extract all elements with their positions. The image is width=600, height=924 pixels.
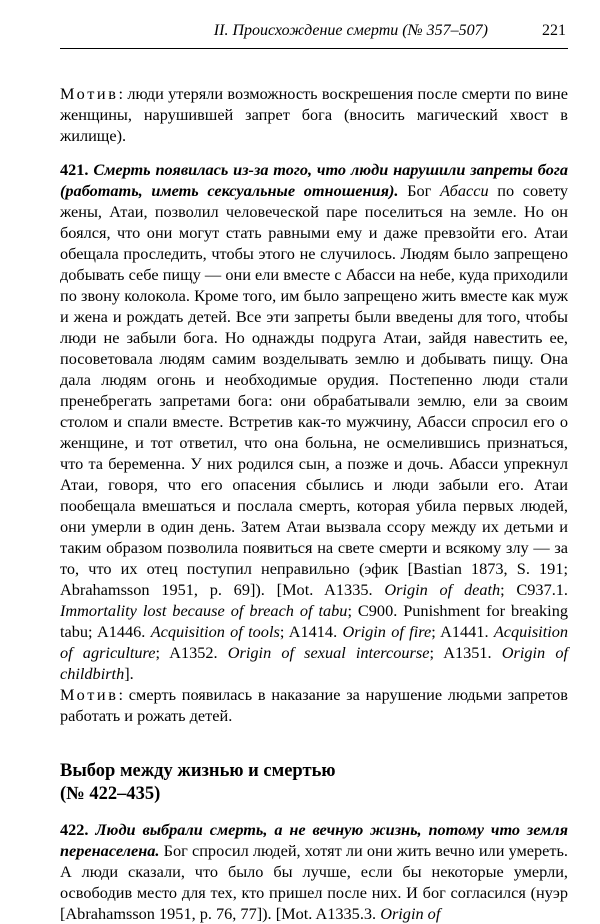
- motif-code: ; C900. Punishment for breaking tabu; A1446.: [60, 601, 568, 641]
- motif-label: Мотив: [60, 84, 119, 103]
- page-body: [60, 83, 568, 924]
- motif-name: Origin of fire: [342, 622, 432, 641]
- section-heading: [60, 760, 568, 806]
- motif-code: ; A1352.: [155, 643, 228, 662]
- book-page: [60, 14, 568, 924]
- motif-paragraph-1: [60, 83, 568, 146]
- motif-code: ; C937.1.: [500, 580, 568, 599]
- entry-title: Люди выбрали смерть, а не вечную жизнь, потому что земля перенаселена.: [60, 820, 569, 860]
- motif-name: Origin of: [380, 904, 441, 923]
- motif-name: Acquisition of agriculture: [60, 622, 569, 662]
- motif-name: Origin of childbirth: [60, 643, 568, 683]
- entry-421: [60, 159, 568, 684]
- entry-text: Бог: [407, 181, 432, 200]
- entry-text: по совету жены, Атаи, позволил человеческой паре поселиться на земле. Но он боялся, что они могут стать равными ему и даже превзойти его. Атаи обещала проследить, чтобы этого не случилось. Людям было запрещено добывать себе пищу — они ели вместе с Абасси на небе, куда приходили по звону колокола. Кроме того, им было запрещено жить вместе как муж и жена и рождать детей. Все эти запреты были введены для того, чтобы люди не забыли бога. Но однажды подруга Атаи, зайдя навестить ее, посоветовала людям самим возделывать землю и добывать пищу. Она дала людям огонь и необходимые орудия. Постепенно люди стали пренебрегать запретами бога: они обрабатывали землю, ели за своим столом и спали вместе. Встретив как-то мужчину, Абасси спросил его о женщине, и тот ответил, что она больна, не осмелившись признаться, что та беременна. У них родился сын, а позже и дочь. Абасси упрекнул Атаи, говоря, что его опасения сбылись и люди забыли его. Атаи пообещала вмешаться и послала смерть, которая убила первых людей, они умерли в один день. Затем Атаи вызвала ссору между их детьми и таким образом позволила появиться на свете смерти и всякому злу — за то, что их отец поступил неправильно (эфик [Bastian 1873, S. 191; Abrahamsson 1951, p. 69]). [Mot. A1335.: [60, 181, 568, 599]
- motif-name: Immortality lost because of breach of tabu: [60, 601, 348, 620]
- entry-text: Бог спросил людей, хотят ли они жить вечно или умереть. А люди сказали, что было бы лучше, если бы некоторые умерли, освободив место для тех, кто пришел после них. И бог согласился (нуэр [Abrahamsson 1951, p. 76, 77]). [Mot. A1335.3.: [60, 841, 568, 923]
- page-number: 221: [542, 22, 566, 39]
- motif-label: Мотив: [60, 685, 119, 704]
- deity-name: Абасси: [439, 181, 489, 200]
- section-heading-line-1: Выбор между жизнью и смертью: [60, 761, 336, 781]
- motif-name: Origin of sexual intercourse: [227, 643, 430, 662]
- running-head-title: II. Происхождение смерти (№ 357–507): [213, 22, 488, 39]
- motif-text: : люди утеряли возможность воскрешения после смерти по вине женщины, нарушившей запрет бога (вносить магический хвост в жилище).: [60, 84, 568, 145]
- motif-name: Acquisition of tools: [150, 622, 280, 641]
- motif-code: ; A1414.: [279, 622, 343, 641]
- motif-name: Origin of death: [384, 580, 501, 599]
- entry-422: [60, 819, 568, 924]
- entry-title: Смерть появилась из-за того, что люди нарушили запреты бога (работать, иметь сексуальные отношения).: [60, 160, 568, 200]
- section-heading-line-2: (№ 422–435): [60, 784, 161, 804]
- entry-number: 421.: [60, 160, 89, 179]
- citation-close: ].: [124, 664, 134, 683]
- motif-paragraph-2: [60, 684, 568, 726]
- motif-code: ; A1351.: [429, 643, 502, 662]
- entry-number: 422.: [60, 820, 89, 839]
- motif-text: : смерть появилась в наказание за нарушение людьми запретов работать и рожать детей.: [60, 685, 568, 725]
- running-head: [60, 14, 568, 49]
- motif-code: ; A1441.: [431, 622, 494, 641]
